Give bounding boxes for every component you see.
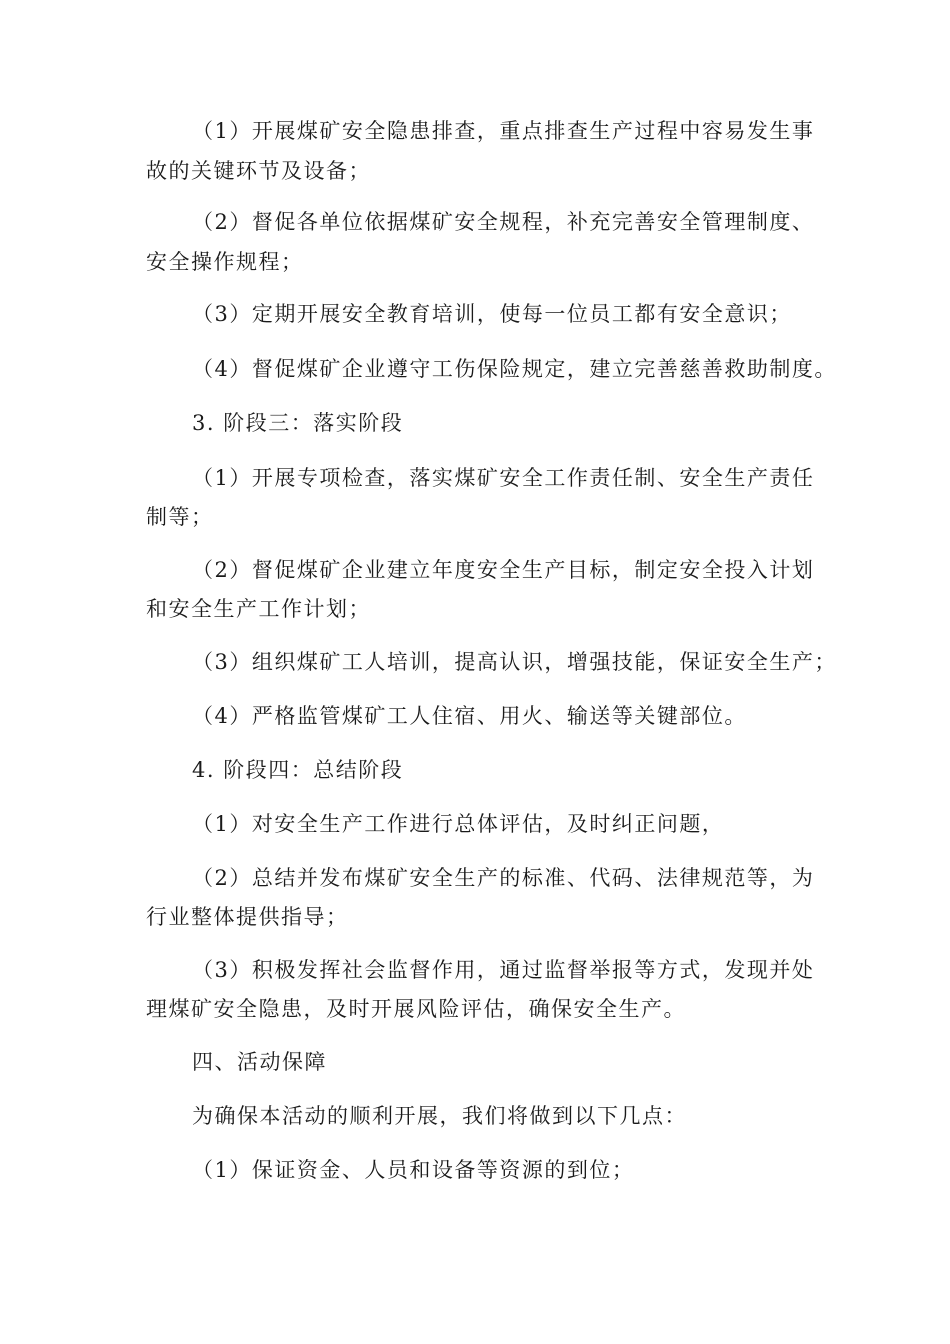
paragraph-10-line-2: 行业整体提供指导；: [146, 905, 349, 929]
paragraph-11-line-2: 理煤矿安全隐患，及时开展风险评估，确保安全生产。: [146, 997, 686, 1021]
paragraph-9-line-1: （1）对安全生产工作进行总体评估，及时纠正问题，: [192, 812, 725, 836]
paragraph-8-line-1: （4）严格监管煤矿工人住宿、用火、输送等关键部位。: [192, 704, 747, 728]
paragraph-2-line-1: （2）督促各单位依据煤矿安全规程，补充完善安全管理制度、: [192, 210, 815, 234]
paragraph-12-line-1: 为确保本活动的顺利开展，我们将做到以下几点：: [192, 1104, 687, 1128]
paragraph-2-line-2: 安全操作规程；: [146, 250, 304, 274]
paragraph-5-line-2: 制等；: [146, 505, 214, 529]
section-heading-activity-guarantee: 四、活动保障: [192, 1050, 327, 1074]
paragraph-6-line-1: （2）督促煤矿企业建立年度安全生产目标，制定安全投入计划: [192, 558, 815, 582]
paragraph-6-line-2: 和安全生产工作计划；: [146, 597, 371, 621]
heading-stage-4: 4. 阶段四：总结阶段: [192, 758, 404, 782]
paragraph-1-line-2: 故的关键环节及设备；: [146, 159, 371, 183]
paragraph-4-line-1: （4）督促煤矿企业遵守工伤保险规定，建立完善慈善救助制度。: [192, 357, 837, 381]
heading-stage-3: 3. 阶段三：落实阶段: [192, 411, 404, 435]
paragraph-13-line-1: （1）保证资金、人员和设备等资源的到位；: [192, 1158, 635, 1182]
paragraph-3-line-1: （3）定期开展安全教育培训，使每一位员工都有安全意识；: [192, 302, 792, 326]
paragraph-11-line-1: （3）积极发挥社会监督作用，通过监督举报等方式，发现并处: [192, 958, 815, 982]
paragraph-10-line-1: （2）总结并发布煤矿安全生产的标准、代码、法律规范等，为: [192, 866, 815, 890]
paragraph-1-line-1: （1）开展煤矿安全隐患排查，重点排查生产过程中容易发生事: [192, 119, 815, 143]
paragraph-7-line-1: （3）组织煤矿工人培训，提高认识，增强技能，保证安全生产；: [192, 650, 837, 674]
paragraph-5-line-1: （1）开展专项检查，落实煤矿安全工作责任制、安全生产责任: [192, 466, 815, 490]
